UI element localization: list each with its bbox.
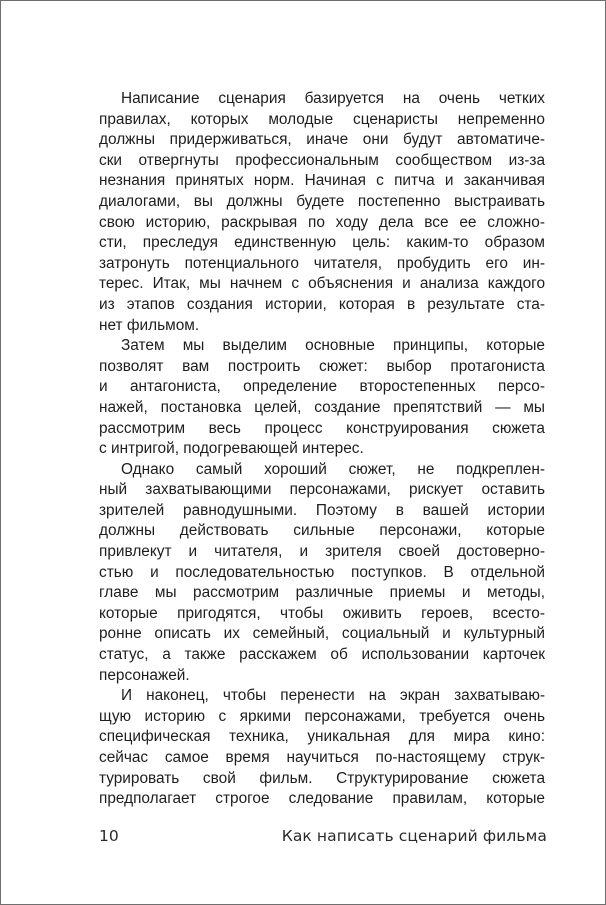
text-line: привлекут и читателя, и зрителя своей достоверно- — [99, 543, 545, 561]
text-line: свою историю, раскрывая по ходу дела все ее сложно- — [99, 213, 545, 231]
text-line: позволят вам построить сюжет: выбор протагониста — [99, 357, 545, 375]
text-line: специфическая техника, уникальная для мира кино: — [99, 728, 545, 746]
text-line: диалогами, вы должны будете постепенно выстраивать — [99, 192, 545, 210]
text-line: рассмотрим весь процесс конструирования сюжета — [99, 419, 545, 437]
text-line: терес. Итак, мы начнем с объяснения и анализа каждого — [99, 275, 545, 293]
text-line: затронуть потенциального читателя, пробудить его ин- — [99, 254, 545, 272]
text-line: Затем мы выделим основные принципы, которые — [121, 337, 545, 355]
text-line: должны действовать сильные персонажи, которые — [99, 522, 545, 540]
text-line: ски отвергнуты профессиональным сообществом из-за — [99, 151, 545, 169]
paragraph — [99, 686, 545, 810]
text-line: сти, преследуя единственную цель: каким-то образом — [99, 234, 545, 252]
text-line: предполагает строгое следование правилам, которые — [99, 790, 545, 808]
text-line: и антагониста, определение второстепенных персо- — [99, 378, 545, 396]
text-line: Однако самый хороший сюжет, не подкреплен- — [121, 460, 545, 478]
text-line: турировать свой фильм. Структурирование сюжета — [99, 769, 545, 787]
body-text — [99, 89, 545, 810]
text-line: которые пригодятся, чтобы оживить героев, всесто- — [99, 604, 545, 622]
text-line: главе мы рассмотрим различные приемы и методы, — [99, 584, 545, 602]
text-line: ронне описать их семейный, социальный и культурный — [99, 625, 545, 643]
page-number: 10 — [99, 827, 119, 845]
text-line: правилах, которых молодые сценаристы непременно — [99, 110, 545, 128]
paragraph — [99, 460, 545, 687]
text-line: незнания принятых норм. Начиная с питча и заканчивая — [99, 172, 545, 190]
text-line: зрителей равнодушными. Поэтому в вашей истории — [99, 501, 545, 519]
text-line: персонажей. — [99, 666, 190, 684]
text-line: щую историю с яркими персонажами, требуется очень — [99, 707, 545, 725]
text-line: с интригой, подогревающей интерес. — [99, 440, 364, 458]
text-line: статус, а также расскажем об использовании карточек — [99, 646, 545, 664]
text-line: нет фильмом. — [99, 316, 200, 334]
running-title: Как написать сценарий фильма — [281, 827, 547, 845]
text-line: И наконец, чтобы перенести на экран захватываю- — [121, 687, 545, 705]
text-line: сейчас самое время научиться по-настоящему струк- — [99, 749, 545, 766]
page-footer — [99, 827, 547, 851]
text-line: из этапов создания истории, которая в результате ста- — [99, 295, 545, 313]
text-line: стью и последовательностью поступков. В отдельной — [99, 563, 545, 581]
paragraph — [99, 336, 545, 460]
text-line: Написание сценария базируется на очень четких — [121, 90, 545, 107]
text-line: нажей, постановка целей, создание препятствий — мы — [99, 398, 545, 416]
text-line: ный захватывающими персонажами, рискует оставить — [99, 481, 545, 499]
paragraph — [99, 89, 545, 336]
text-line: должны придерживаться, иначе они будут автоматиче- — [99, 131, 545, 149]
